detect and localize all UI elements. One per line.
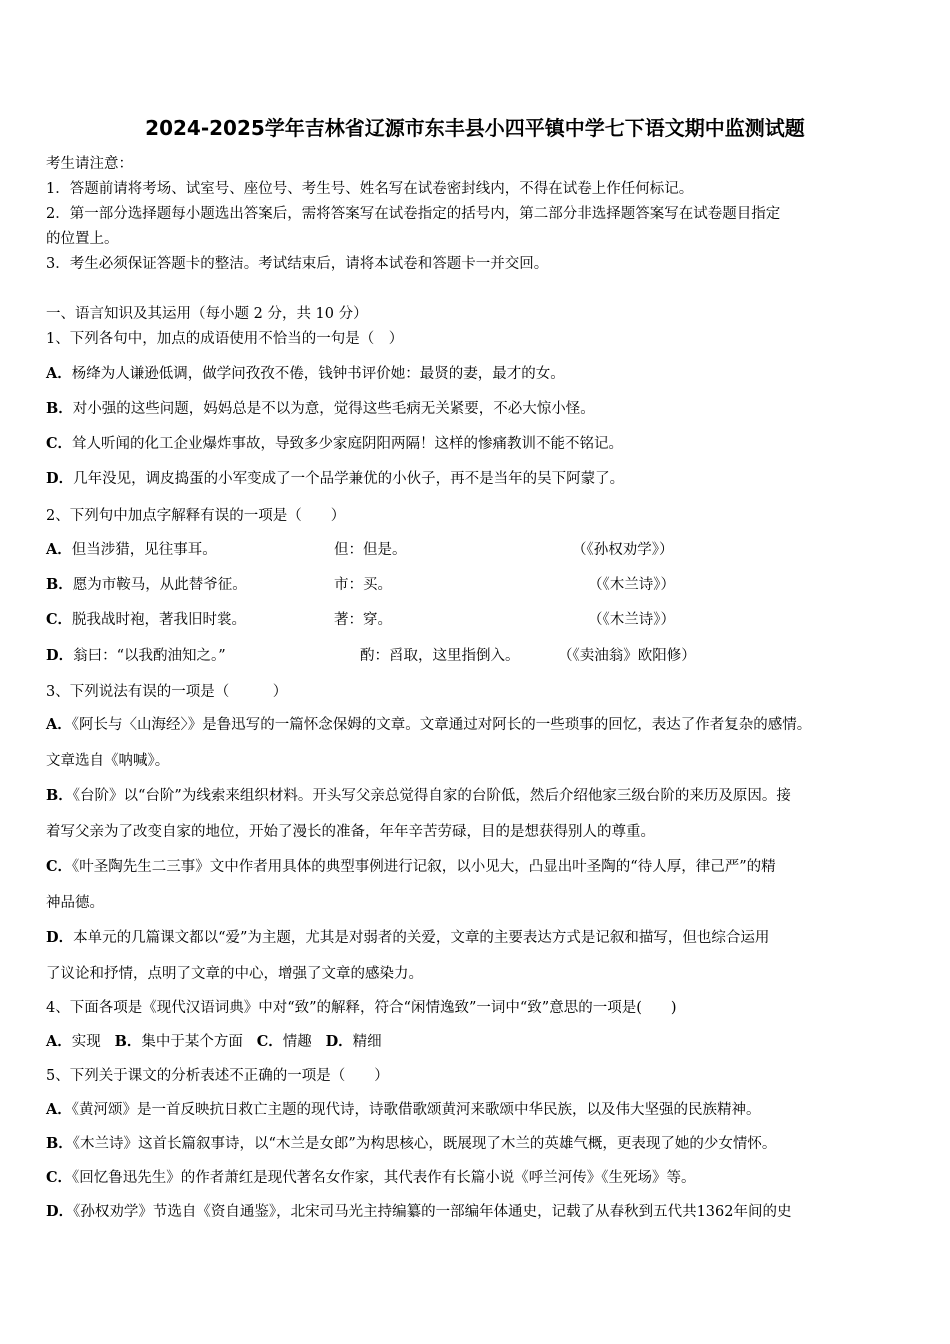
notice-item-3: 3．考生必须保证答题卡的整洁。考试结束后，请将本试卷和答题卡一并交回。 <box>46 256 549 272</box>
option-label: D． <box>46 470 74 487</box>
option-text: 《叶圣陶先生二三事》文中作者用具体的典型事例进行记叙，以小见大，凸显出叶圣陶的“待人厚，律己严”的精 <box>72 859 776 875</box>
question-5-option-d <box>46 1200 791 1221</box>
option-label: D． <box>325 1033 353 1050</box>
question-5-option-a <box>46 1098 761 1119</box>
option-label: C． <box>256 1033 283 1050</box>
option-b-text: 集中于某个方面 <box>141 1034 243 1050</box>
option-label: C． <box>46 1169 73 1186</box>
option-a-text: 实现 <box>71 1034 101 1050</box>
question-2-option-c <box>46 608 246 629</box>
option-b-explanation: 市：买。 <box>334 577 392 593</box>
option-d-text: 精细 <box>352 1034 382 1050</box>
option-a-explanation: 但：但是。 <box>334 542 407 558</box>
option-label: A． <box>46 1033 72 1050</box>
option-label: C． <box>46 611 73 628</box>
option-b-source: （《木兰诗》） <box>588 577 675 593</box>
option-d-explanation: 酌：舀取，这里指倒入。 <box>360 648 520 664</box>
notice-heading: 考生请注意： <box>46 156 133 172</box>
option-text: 杨绛为人谦逊低调，做学问孜孜不倦，钱钟书评价她：最贤的妻，最才的女。 <box>71 366 565 382</box>
notice-item-2-cont: 的位置上。 <box>46 231 119 247</box>
option-c-source: （《木兰诗》） <box>588 612 675 628</box>
option-label: B． <box>46 400 73 417</box>
option-label: A． <box>46 365 72 382</box>
question-4-options <box>46 1030 382 1051</box>
option-label: D． <box>46 1203 74 1220</box>
option-d-source: （《卖油翁》欧阳修） <box>558 648 696 664</box>
question-3-option-b-cont: 着写父亲为了改变自家的地位，开始了漫长的准备，年年辛苦劳碌，目的是想获得别人的尊重。 <box>46 824 655 840</box>
question-2-option-b <box>46 573 247 594</box>
option-text: 《阿长与〈山海经〉》是鲁迅写的一篇怀念保姆的文章。文章通过对阿长的一些琐事的回忆，表达了作者复杂的感情。 <box>71 717 812 733</box>
option-label: B． <box>46 1135 73 1152</box>
notice-item-2: 2．第一部分选择题每小题选出答案后，需将答案写在试卷指定的括号内，第二部分非选择题答案写在试卷题目指定 <box>46 206 781 222</box>
option-label: B． <box>114 1033 142 1050</box>
option-a-source: （《孙权劝学》） <box>572 542 674 558</box>
question-2-option-d <box>46 644 226 665</box>
option-label: C． <box>46 858 73 875</box>
option-text: 《台阶》以“台阶”为线索来组织材料。开头写父亲总觉得自家的台阶低，然后介绍他家三级台阶的来历及原因。接 <box>72 788 791 804</box>
question-2-option-a <box>46 538 217 559</box>
option-c-text: 情趣 <box>282 1034 312 1050</box>
option-label: B． <box>46 576 73 593</box>
question-5-stem: 5、下列关于课文的分析表述不正确的一项是（ ） <box>46 1068 389 1084</box>
question-1-option-c <box>46 432 623 453</box>
option-label: A． <box>46 716 72 733</box>
option-text: 对小强的这些问题，妈妈总是不以为意，觉得这些毛病无关紧要，不必大惊小怪。 <box>72 401 595 417</box>
section-heading: 一、语言知识及其运用（每小题 2 分，共 10 分） <box>46 306 368 322</box>
option-text: 耸人听闻的化工企业爆炸事故，导致多少家庭阴阳两隔！这样的惨痛教训不能不铭记。 <box>72 436 624 452</box>
question-3-option-d <box>46 926 769 947</box>
option-sentence: 愿为市鞍马，从此替爷征。 <box>72 577 247 593</box>
question-3-stem: 3、下列说法有误的一项是（ ） <box>46 684 288 700</box>
question-4-stem: 4、下面各项是《现代汉语词典》中对“致”的解释，符合“闲情逸致”一词中“致”意思的一项是( ) <box>46 1000 677 1016</box>
question-1-stem: 1、下列各句中，加点的成语使用不恰当的一句是（ ） <box>46 331 404 347</box>
option-label: A． <box>46 1101 72 1118</box>
option-sentence: 脱我战时袍，著我旧时裳。 <box>72 612 247 628</box>
option-sentence: 但当涉猎，见往事耳。 <box>71 542 217 558</box>
question-3-option-c-cont: 神品德。 <box>46 895 104 911</box>
option-c-explanation: 著：穿。 <box>334 612 392 628</box>
option-text: 《木兰诗》这首长篇叙事诗，以“木兰是女郎”为构思核心，既展现了木兰的英雄气概，更表现了她的少女情怀。 <box>72 1136 777 1152</box>
question-1-option-d <box>46 467 624 488</box>
option-text: 《回忆鲁迅先生》的作者萧红是现代著名女作家，其代表作有长篇小说《呼兰河传》《生死场》等。 <box>72 1170 696 1186</box>
question-5-option-c <box>46 1166 696 1187</box>
question-2-stem: 2、下列句中加点字解释有误的一项是（ ） <box>46 508 346 524</box>
option-label: B． <box>46 787 73 804</box>
option-label: D． <box>46 929 74 946</box>
question-5-option-b <box>46 1132 776 1153</box>
question-3-option-a-cont: 文章选自《呐喊》。 <box>46 753 170 769</box>
option-label: C． <box>46 435 73 452</box>
option-text: 《黄河颂》是一首反映抗日救亡主题的现代诗，诗歌借歌颂黄河来歌颂中华民族，以及伟大坚强的民族精神。 <box>71 1102 761 1118</box>
notice-item-1: 1．答题前请将考场、试室号、座位号、考生号、姓名写在试卷密封线内，不得在试卷上作任何标记。 <box>46 181 694 197</box>
question-1-option-a <box>46 362 565 383</box>
option-sentence: 翁曰：“以我酌油知之。” <box>73 648 226 664</box>
question-3-option-a <box>46 713 811 734</box>
question-1-option-b <box>46 397 595 418</box>
option-text: 几年没见，调皮捣蛋的小军变成了一个品学兼优的小伙子，再不是当年的吴下阿蒙了。 <box>73 471 625 487</box>
question-3-option-c <box>46 855 776 876</box>
option-text: 《孙权劝学》节选自《资自通鉴》，北宋司马光主持编纂的一部编年体通史，记载了从春秋到五代共1362年间的史 <box>73 1204 792 1220</box>
option-text: 本单元的几篇课文都以“爱”为主题，尤其是对弱者的关爱，文章的主要表达方式是记叙和描写，但也综合运用 <box>73 930 770 946</box>
page-title: 2024-2025学年吉林省辽源市东丰县小四平镇中学七下语文期中监测试题 <box>145 116 805 140</box>
option-label: D． <box>46 647 74 664</box>
question-3-option-b <box>46 784 791 805</box>
option-label: A． <box>46 541 72 558</box>
question-3-option-d-cont: 了议论和抒情，点明了文章的中心，增强了文章的感染力。 <box>46 966 423 982</box>
